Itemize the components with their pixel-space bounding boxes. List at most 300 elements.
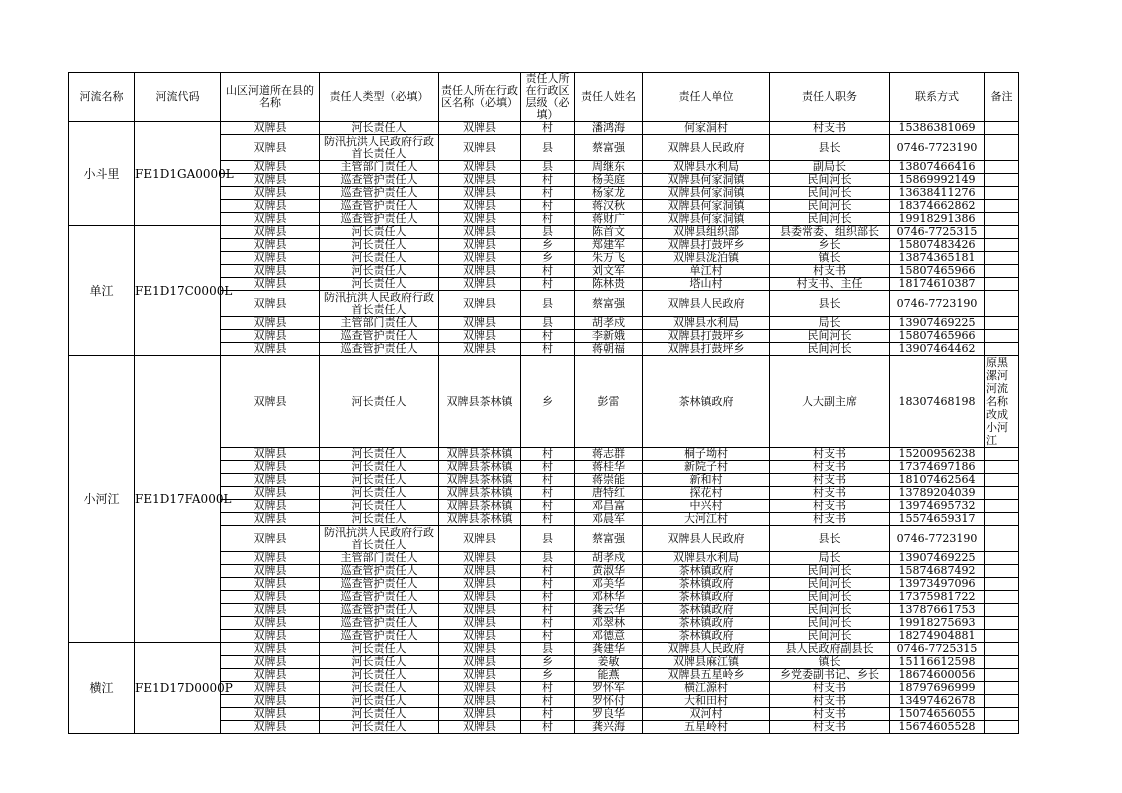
post-cell: 村支书	[770, 448, 890, 461]
person-name-cell: 罗怀军	[575, 682, 643, 695]
column-header: 责任人所在行政区名称（必填）	[439, 73, 521, 122]
level-cell: 村	[521, 448, 575, 461]
note-cell	[985, 656, 1019, 669]
post-cell: 民间河长	[770, 617, 890, 630]
note-cell	[985, 343, 1019, 356]
region-cell: 双牌县	[439, 630, 521, 643]
phone-cell: 0746-7723190	[890, 135, 985, 161]
phone-cell: 0746-7725315	[890, 643, 985, 656]
person-name-cell: 唐特红	[575, 487, 643, 500]
level-cell: 村	[521, 565, 575, 578]
region-cell: 双牌县茶林镇	[439, 474, 521, 487]
responsible-type-cell: 巡查管护责任人	[320, 565, 439, 578]
river-code-cell: FE1D17D0000P	[135, 643, 221, 734]
phone-cell: 19918275693	[890, 617, 985, 630]
unit-cell: 双牌县水利局	[643, 552, 770, 565]
phone-cell: 17374697186	[890, 461, 985, 474]
level-cell: 乡	[521, 239, 575, 252]
phone-cell: 13807466416	[890, 161, 985, 174]
unit-cell: 双牌县人民政府	[643, 526, 770, 552]
unit-cell: 双牌县麻江镇	[643, 656, 770, 669]
note-cell	[985, 291, 1019, 317]
region-cell: 双牌县	[439, 604, 521, 617]
post-cell: 村支书	[770, 461, 890, 474]
level-cell: 县	[521, 643, 575, 656]
unit-cell: 横江源村	[643, 682, 770, 695]
note-cell	[985, 187, 1019, 200]
note-cell	[985, 474, 1019, 487]
county-cell: 双牌县	[221, 487, 320, 500]
county-cell: 双牌县	[221, 317, 320, 330]
post-cell: 县长	[770, 135, 890, 161]
post-cell: 镇长	[770, 252, 890, 265]
phone-cell: 0746-7725315	[890, 226, 985, 239]
county-cell: 双牌县	[221, 617, 320, 630]
responsible-type-cell: 巡查管护责任人	[320, 213, 439, 226]
post-cell: 村支书、主任	[770, 278, 890, 291]
post-cell: 民间河长	[770, 200, 890, 213]
river-name-cell: 小河江	[69, 356, 135, 643]
county-cell: 双牌县	[221, 708, 320, 721]
phone-cell: 18374662862	[890, 200, 985, 213]
person-name-cell: 邓美华	[575, 578, 643, 591]
level-cell: 村	[521, 708, 575, 721]
level-cell: 村	[521, 591, 575, 604]
level-cell: 村	[521, 474, 575, 487]
post-cell: 村支书	[770, 265, 890, 278]
post-cell: 村支书	[770, 500, 890, 513]
level-cell: 乡	[521, 656, 575, 669]
column-header: 备注	[985, 73, 1019, 122]
level-cell: 县	[521, 317, 575, 330]
responsible-type-cell: 河长责任人	[320, 721, 439, 734]
note-cell	[985, 578, 1019, 591]
post-cell: 村支书	[770, 721, 890, 734]
note-cell	[985, 513, 1019, 526]
person-name-cell: 杨美庭	[575, 174, 643, 187]
region-cell: 双牌县茶林镇	[439, 461, 521, 474]
person-name-cell: 姜敏	[575, 656, 643, 669]
level-cell: 村	[521, 695, 575, 708]
phone-cell: 18797696999	[890, 682, 985, 695]
county-cell: 双牌县	[221, 630, 320, 643]
county-cell: 双牌县	[221, 356, 320, 448]
column-header: 联系方式	[890, 73, 985, 122]
person-name-cell: 李新娥	[575, 330, 643, 343]
note-cell	[985, 278, 1019, 291]
person-name-cell: 陈林贵	[575, 278, 643, 291]
header-row	[69, 73, 1019, 122]
phone-cell: 15807465966	[890, 265, 985, 278]
responsible-type-cell: 河长责任人	[320, 239, 439, 252]
person-name-cell: 罗怀付	[575, 695, 643, 708]
phone-cell: 13787661753	[890, 604, 985, 617]
level-cell: 乡	[521, 356, 575, 448]
person-name-cell: 邓昌富	[575, 500, 643, 513]
column-header: 责任人姓名	[575, 73, 643, 122]
river-code-cell: FE1D17FA000L	[135, 356, 221, 643]
phone-cell: 19918291386	[890, 213, 985, 226]
note-cell	[985, 213, 1019, 226]
person-name-cell: 蔡富强	[575, 135, 643, 161]
unit-cell: 茶林镇政府	[643, 356, 770, 448]
level-cell: 村	[521, 487, 575, 500]
person-name-cell: 陈首文	[575, 226, 643, 239]
county-cell: 双牌县	[221, 695, 320, 708]
phone-cell: 13497462678	[890, 695, 985, 708]
responsible-type-cell: 河长责任人	[320, 695, 439, 708]
county-cell: 双牌县	[221, 187, 320, 200]
level-cell: 村	[521, 630, 575, 643]
unit-cell: 双牌县人民政府	[643, 135, 770, 161]
responsible-type-cell: 河长责任人	[320, 461, 439, 474]
region-cell: 双牌县茶林镇	[439, 500, 521, 513]
county-cell: 双牌县	[221, 330, 320, 343]
phone-cell: 15386381069	[890, 122, 985, 135]
unit-cell: 双牌县组织部	[643, 226, 770, 239]
person-name-cell: 蒋朝福	[575, 343, 643, 356]
responsible-type-cell: 防汛抗洪人民政府行政首长责任人	[320, 526, 439, 552]
level-cell: 乡	[521, 252, 575, 265]
region-cell: 双牌县	[439, 643, 521, 656]
responsible-type-cell: 河长责任人	[320, 122, 439, 135]
region-cell: 双牌县	[439, 682, 521, 695]
phone-cell: 18174610387	[890, 278, 985, 291]
level-cell: 村	[521, 721, 575, 734]
county-cell: 双牌县	[221, 500, 320, 513]
post-cell: 县人民政府副县长	[770, 643, 890, 656]
county-cell: 双牌县	[221, 135, 320, 161]
person-name-cell: 罗良华	[575, 708, 643, 721]
person-name-cell: 邓翠林	[575, 617, 643, 630]
region-cell: 双牌县	[439, 278, 521, 291]
region-cell: 双牌县茶林镇	[439, 487, 521, 500]
note-cell	[985, 565, 1019, 578]
post-cell: 副局长	[770, 161, 890, 174]
unit-cell: 茶林镇政府	[643, 578, 770, 591]
note-cell	[985, 487, 1019, 500]
person-name-cell: 胡孝戍	[575, 552, 643, 565]
county-cell: 双牌县	[221, 669, 320, 682]
person-name-cell: 潘鸿海	[575, 122, 643, 135]
responsible-type-cell: 河长责任人	[320, 252, 439, 265]
post-cell: 村支书	[770, 682, 890, 695]
phone-cell: 13907464462	[890, 343, 985, 356]
level-cell: 村	[521, 200, 575, 213]
post-cell: 镇长	[770, 656, 890, 669]
unit-cell: 塔山村	[643, 278, 770, 291]
table-row	[69, 356, 1019, 448]
phone-cell: 0746-7723190	[890, 291, 985, 317]
responsible-type-cell: 河长责任人	[320, 278, 439, 291]
unit-cell: 双牌县何家洞镇	[643, 200, 770, 213]
person-name-cell: 邓晨军	[575, 513, 643, 526]
post-cell: 民间河长	[770, 578, 890, 591]
responsible-type-cell: 巡查管护责任人	[320, 187, 439, 200]
note-cell	[985, 265, 1019, 278]
unit-cell: 双牌县打鼓坪乡	[643, 343, 770, 356]
county-cell: 双牌县	[221, 343, 320, 356]
phone-cell: 15200956238	[890, 448, 985, 461]
post-cell: 村支书	[770, 122, 890, 135]
phone-cell: 13907469225	[890, 317, 985, 330]
responsible-type-cell: 巡查管护责任人	[320, 630, 439, 643]
phone-cell: 13638411276	[890, 187, 985, 200]
region-cell: 双牌县茶林镇	[439, 448, 521, 461]
unit-cell: 桐子坳村	[643, 448, 770, 461]
county-cell: 双牌县	[221, 526, 320, 552]
region-cell: 双牌县	[439, 617, 521, 630]
post-cell: 民间河长	[770, 343, 890, 356]
responsible-type-cell: 巡查管护责任人	[320, 174, 439, 187]
level-cell: 县	[521, 226, 575, 239]
person-name-cell: 龚云华	[575, 604, 643, 617]
person-name-cell: 蔡富强	[575, 526, 643, 552]
unit-cell: 茶林镇政府	[643, 617, 770, 630]
post-cell: 局长	[770, 317, 890, 330]
phone-cell: 17375981722	[890, 591, 985, 604]
phone-cell: 15807465966	[890, 330, 985, 343]
unit-cell: 五星岭村	[643, 721, 770, 734]
note-cell	[985, 630, 1019, 643]
responsible-type-cell: 巡查管护责任人	[320, 200, 439, 213]
responsible-type-cell: 河长责任人	[320, 265, 439, 278]
note-cell	[985, 448, 1019, 461]
region-cell: 双牌县	[439, 695, 521, 708]
level-cell: 村	[521, 682, 575, 695]
region-cell: 双牌县茶林镇	[439, 356, 521, 448]
county-cell: 双牌县	[221, 461, 320, 474]
responsible-type-cell: 河长责任人	[320, 708, 439, 721]
post-cell: 局长	[770, 552, 890, 565]
level-cell: 村	[521, 617, 575, 630]
note-cell	[985, 617, 1019, 630]
unit-cell: 茶林镇政府	[643, 604, 770, 617]
level-cell: 县	[521, 526, 575, 552]
county-cell: 双牌县	[221, 591, 320, 604]
note-cell	[985, 669, 1019, 682]
region-cell: 双牌县	[439, 161, 521, 174]
responsible-type-cell: 河长责任人	[320, 513, 439, 526]
river-code-cell: FE1D1GA0000L	[135, 122, 221, 226]
person-name-cell: 刘文军	[575, 265, 643, 278]
post-cell: 民间河长	[770, 174, 890, 187]
region-cell: 双牌县	[439, 591, 521, 604]
level-cell: 县	[521, 291, 575, 317]
column-header: 责任人单位	[643, 73, 770, 122]
person-name-cell: 蒋桂华	[575, 461, 643, 474]
phone-cell: 15574659317	[890, 513, 985, 526]
phone-cell: 15074656055	[890, 708, 985, 721]
river-name-cell: 单江	[69, 226, 135, 356]
post-cell: 村支书	[770, 513, 890, 526]
person-name-cell: 蔡富强	[575, 291, 643, 317]
phone-cell: 18274904881	[890, 630, 985, 643]
responsible-type-cell: 河长责任人	[320, 448, 439, 461]
note-cell	[985, 200, 1019, 213]
region-cell: 双牌县	[439, 669, 521, 682]
post-cell: 民间河长	[770, 591, 890, 604]
phone-cell: 18107462564	[890, 474, 985, 487]
responsible-type-cell: 巡查管护责任人	[320, 578, 439, 591]
county-cell: 双牌县	[221, 278, 320, 291]
level-cell: 村	[521, 122, 575, 135]
level-cell: 村	[521, 278, 575, 291]
person-name-cell: 蒋志群	[575, 448, 643, 461]
county-cell: 双牌县	[221, 448, 320, 461]
post-cell: 县长	[770, 526, 890, 552]
region-cell: 双牌县	[439, 200, 521, 213]
post-cell: 村支书	[770, 474, 890, 487]
phone-cell: 15674605528	[890, 721, 985, 734]
post-cell: 民间河长	[770, 630, 890, 643]
county-cell: 双牌县	[221, 682, 320, 695]
phone-cell: 13789204039	[890, 487, 985, 500]
level-cell: 村	[521, 500, 575, 513]
unit-cell: 双牌县何家洞镇	[643, 213, 770, 226]
note-cell	[985, 174, 1019, 187]
river-name-cell: 小斗里	[69, 122, 135, 226]
region-cell: 双牌县	[439, 330, 521, 343]
region-cell: 双牌县	[439, 174, 521, 187]
unit-cell: 茶林镇政府	[643, 591, 770, 604]
unit-cell: 双牌县五星岭乡	[643, 669, 770, 682]
unit-cell: 茶林镇政府	[643, 630, 770, 643]
note-cell	[985, 161, 1019, 174]
note-cell	[985, 317, 1019, 330]
county-cell: 双牌县	[221, 656, 320, 669]
person-name-cell: 能燕	[575, 669, 643, 682]
column-header: 责任人职务	[770, 73, 890, 122]
note-cell	[985, 252, 1019, 265]
table-row	[69, 643, 1019, 656]
phone-cell: 0746-7723190	[890, 526, 985, 552]
region-cell: 双牌县	[439, 213, 521, 226]
responsible-type-cell: 主管部门责任人	[320, 552, 439, 565]
post-cell: 民间河长	[770, 604, 890, 617]
unit-cell: 双牌县何家洞镇	[643, 187, 770, 200]
level-cell: 乡	[521, 669, 575, 682]
river-name-cell: 横江	[69, 643, 135, 734]
column-header: 河流名称	[69, 73, 135, 122]
person-name-cell: 蒋财广	[575, 213, 643, 226]
county-cell: 双牌县	[221, 161, 320, 174]
responsible-type-cell: 巡查管护责任人	[320, 591, 439, 604]
phone-cell: 15869992149	[890, 174, 985, 187]
unit-cell: 双牌县何家洞镇	[643, 174, 770, 187]
table-row	[69, 122, 1019, 135]
phone-cell: 15116612598	[890, 656, 985, 669]
county-cell: 双牌县	[221, 252, 320, 265]
person-name-cell: 黄淑华	[575, 565, 643, 578]
person-name-cell: 邓林华	[575, 591, 643, 604]
region-cell: 双牌县	[439, 187, 521, 200]
note-cell	[985, 226, 1019, 239]
level-cell: 县	[521, 552, 575, 565]
unit-cell: 何家洞村	[643, 122, 770, 135]
unit-cell: 中兴村	[643, 500, 770, 513]
person-name-cell: 郑建军	[575, 239, 643, 252]
county-cell: 双牌县	[221, 604, 320, 617]
unit-cell: 茶林镇政府	[643, 565, 770, 578]
region-cell: 双牌县	[439, 291, 521, 317]
responsible-type-cell: 主管部门责任人	[320, 161, 439, 174]
note-cell	[985, 682, 1019, 695]
level-cell: 村	[521, 330, 575, 343]
column-header: 山区河道所在县的名称	[221, 73, 320, 122]
phone-cell: 13973497096	[890, 578, 985, 591]
region-cell: 双牌县	[439, 122, 521, 135]
unit-cell: 双牌县水利局	[643, 161, 770, 174]
county-cell: 双牌县	[221, 721, 320, 734]
county-cell: 双牌县	[221, 226, 320, 239]
county-cell: 双牌县	[221, 239, 320, 252]
level-cell: 村	[521, 213, 575, 226]
person-name-cell: 邓德意	[575, 630, 643, 643]
unit-cell: 双牌县泷泊镇	[643, 252, 770, 265]
unit-cell: 双牌县人民政府	[643, 643, 770, 656]
county-cell: 双牌县	[221, 200, 320, 213]
note-cell	[985, 552, 1019, 565]
note-cell: 原黑漯河河流名称改成小河江	[985, 356, 1019, 448]
level-cell: 村	[521, 343, 575, 356]
responsible-type-cell: 河长责任人	[320, 500, 439, 513]
note-cell	[985, 500, 1019, 513]
county-cell: 双牌县	[221, 213, 320, 226]
note-cell	[985, 695, 1019, 708]
post-cell: 民间河长	[770, 330, 890, 343]
river-chief-table	[68, 72, 1019, 734]
unit-cell: 新和村	[643, 474, 770, 487]
level-cell: 县	[521, 135, 575, 161]
note-cell	[985, 526, 1019, 552]
county-cell: 双牌县	[221, 174, 320, 187]
unit-cell: 双河村	[643, 708, 770, 721]
unit-cell: 单江村	[643, 265, 770, 278]
responsible-type-cell: 河长责任人	[320, 643, 439, 656]
region-cell: 双牌县	[439, 721, 521, 734]
responsible-type-cell: 巡查管护责任人	[320, 604, 439, 617]
note-cell	[985, 135, 1019, 161]
region-cell: 双牌县	[439, 708, 521, 721]
level-cell: 县	[521, 161, 575, 174]
responsible-type-cell: 河长责任人	[320, 656, 439, 669]
table-row	[69, 226, 1019, 239]
unit-cell: 新院子村	[643, 461, 770, 474]
region-cell: 双牌县	[439, 565, 521, 578]
person-name-cell: 彭雷	[575, 356, 643, 448]
unit-cell: 大河江村	[643, 513, 770, 526]
person-name-cell: 朱万飞	[575, 252, 643, 265]
person-name-cell: 龚建华	[575, 643, 643, 656]
region-cell: 双牌县	[439, 552, 521, 565]
column-header: 河流代码	[135, 73, 221, 122]
note-cell	[985, 708, 1019, 721]
phone-cell: 13874365181	[890, 252, 985, 265]
region-cell: 双牌县	[439, 578, 521, 591]
person-name-cell: 周继东	[575, 161, 643, 174]
unit-cell: 大和田村	[643, 695, 770, 708]
region-cell: 双牌县	[439, 317, 521, 330]
responsible-type-cell: 防汛抗洪人民政府行政首长责任人	[320, 135, 439, 161]
unit-cell: 双牌县打鼓坪乡	[643, 330, 770, 343]
note-cell	[985, 604, 1019, 617]
post-cell: 村支书	[770, 708, 890, 721]
unit-cell: 探花村	[643, 487, 770, 500]
level-cell: 村	[521, 578, 575, 591]
post-cell: 民间河长	[770, 213, 890, 226]
note-cell	[985, 330, 1019, 343]
